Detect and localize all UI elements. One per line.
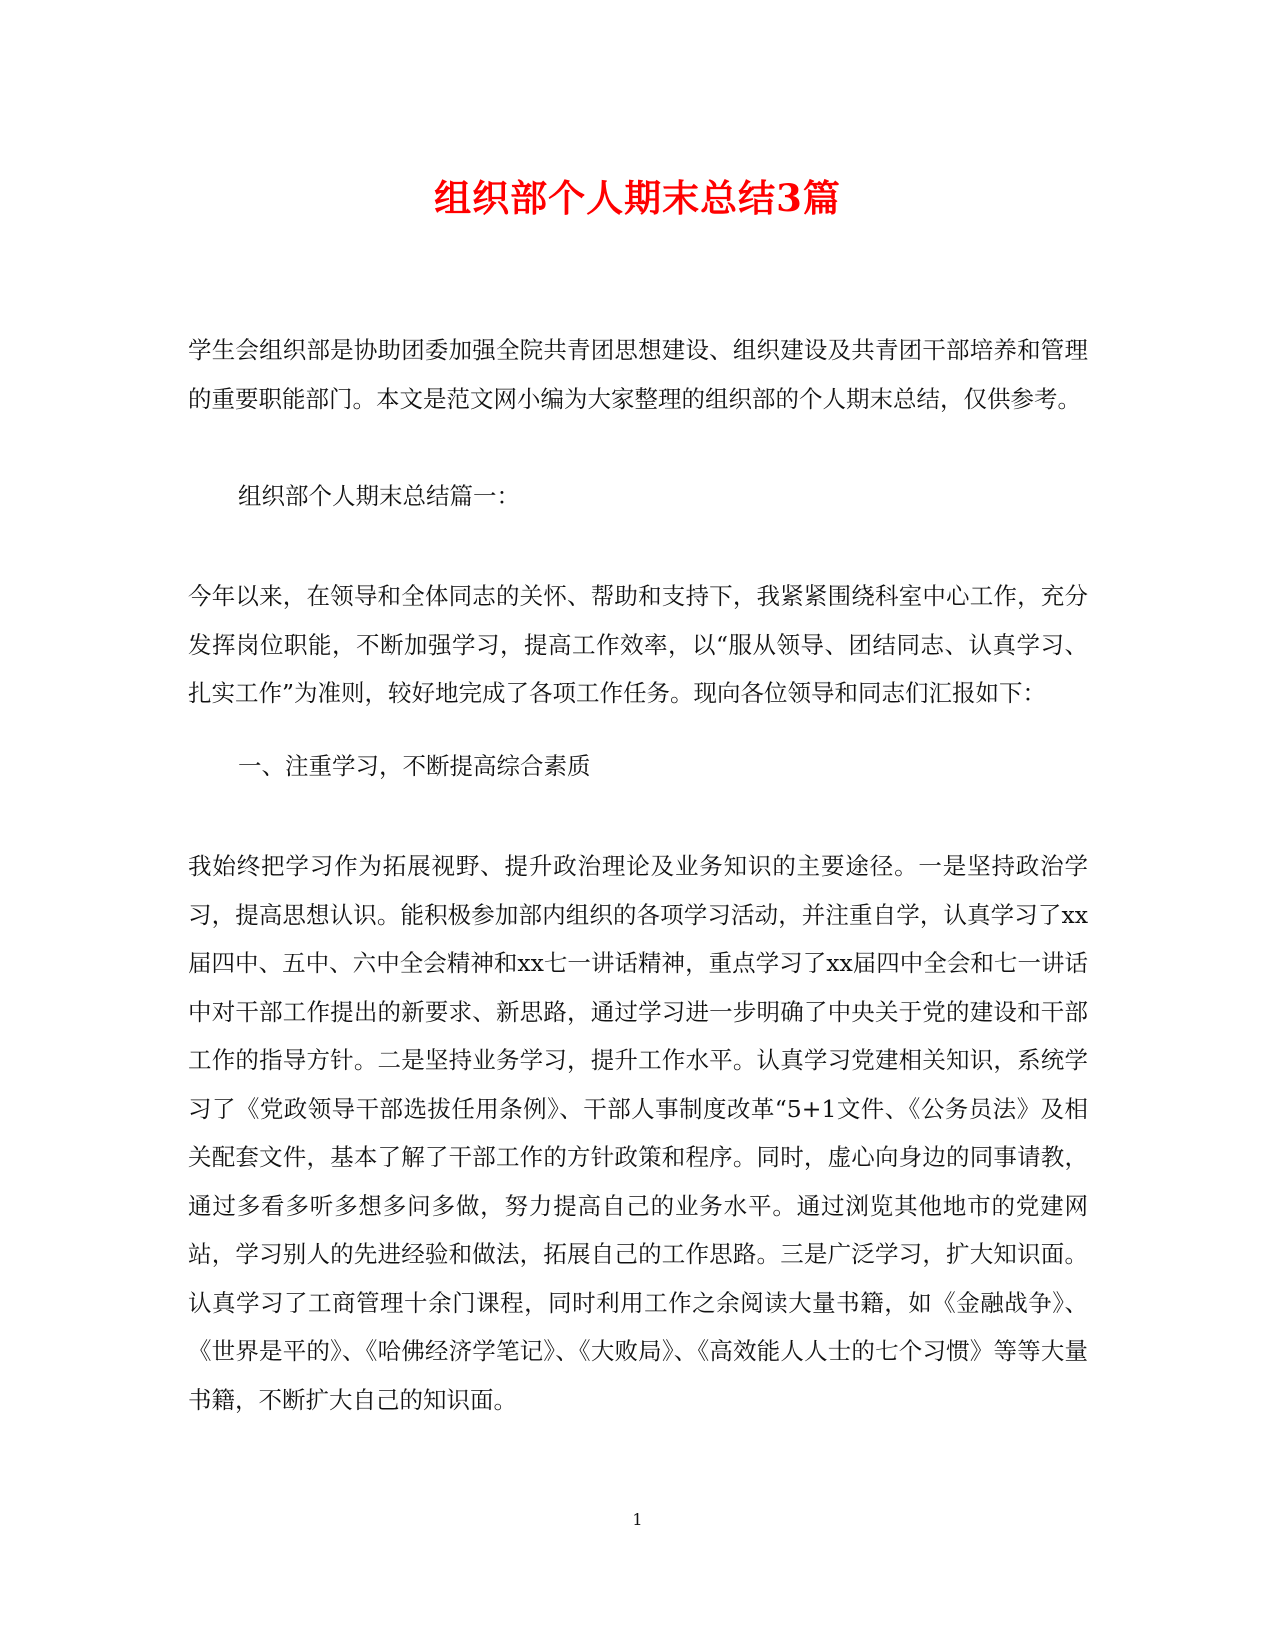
heading-text: 一、注重学习，不断提高综合素质 bbox=[238, 752, 591, 780]
document-title: 组织部个人期末总结3篇 bbox=[434, 176, 841, 220]
body-paragraph-study bbox=[188, 842, 1088, 1424]
paragraph-text: 学生会组织部是协助团委加强全院共青团思想建设、组织建设及共青团干部培养和管理的重要职能部门。本文是范文网小编为大家整理的组织部的个人期末总结，仅供参考。 bbox=[188, 336, 1088, 413]
body-paragraph-opening bbox=[188, 572, 1088, 718]
section-heading-part-one bbox=[188, 472, 1088, 521]
paragraph-text: 今年以来，在领导和全体同志的关怀、帮助和支持下，我紧紧围绕科室中心工作，充分发挥岗位职能，不断加强学习，提高工作效率，以“服从领导、团结同志、认真学习、扎实工作”为准则，较好地完成了各项工作任务。现向各位领导和同志们汇报如下： bbox=[188, 582, 1088, 707]
page-number: 1 bbox=[632, 1510, 643, 1529]
intro-paragraph bbox=[188, 326, 1088, 423]
subheading-study bbox=[188, 742, 1088, 791]
paragraph-text: 我始终把学习作为拓展视野、提升政治理论及业务知识的主要途径。一是坚持政治学习，提高思想认识。能积极参加部内组织的各项学习活动，并注重自学，认真学习了xx届四中、五中、六中全会精神和xx七一讲话精神，重点学习了xx届四中全会和七一讲话中对干部工作提出的新要求、新思路，通过学习进一步明确了中央关于党的建设和干部工作的指导方针。二是坚持业务学习，提升工作水平。认真学习党建相关知识，系统学习了《党政领导干部选拔任用条例》、干部人事制度改革“5+1文件、《公务员法》及相关配套文件，基本了解了干部工作的方针政策和程序。同时，虚心向身边的同事请教，通过多看多听多想多问多做，努力提高自己的业务水平。通过浏览其他地市的党建网站，学习别人的先进经验和做法，拓展自己的工作思路。三是广泛学习，扩大知识面。认真学习了工商管理十余门课程，同时利用工作之余阅读大量书籍，如《金融战争》、《世界是平的》、《哈佛经济学笔记》、《大败局》、《高效能人人士的七个习惯》等等大量书籍，不断扩大自己的知识面。 bbox=[188, 852, 1088, 1414]
heading-text: 组织部个人期末总结篇一： bbox=[238, 482, 520, 510]
